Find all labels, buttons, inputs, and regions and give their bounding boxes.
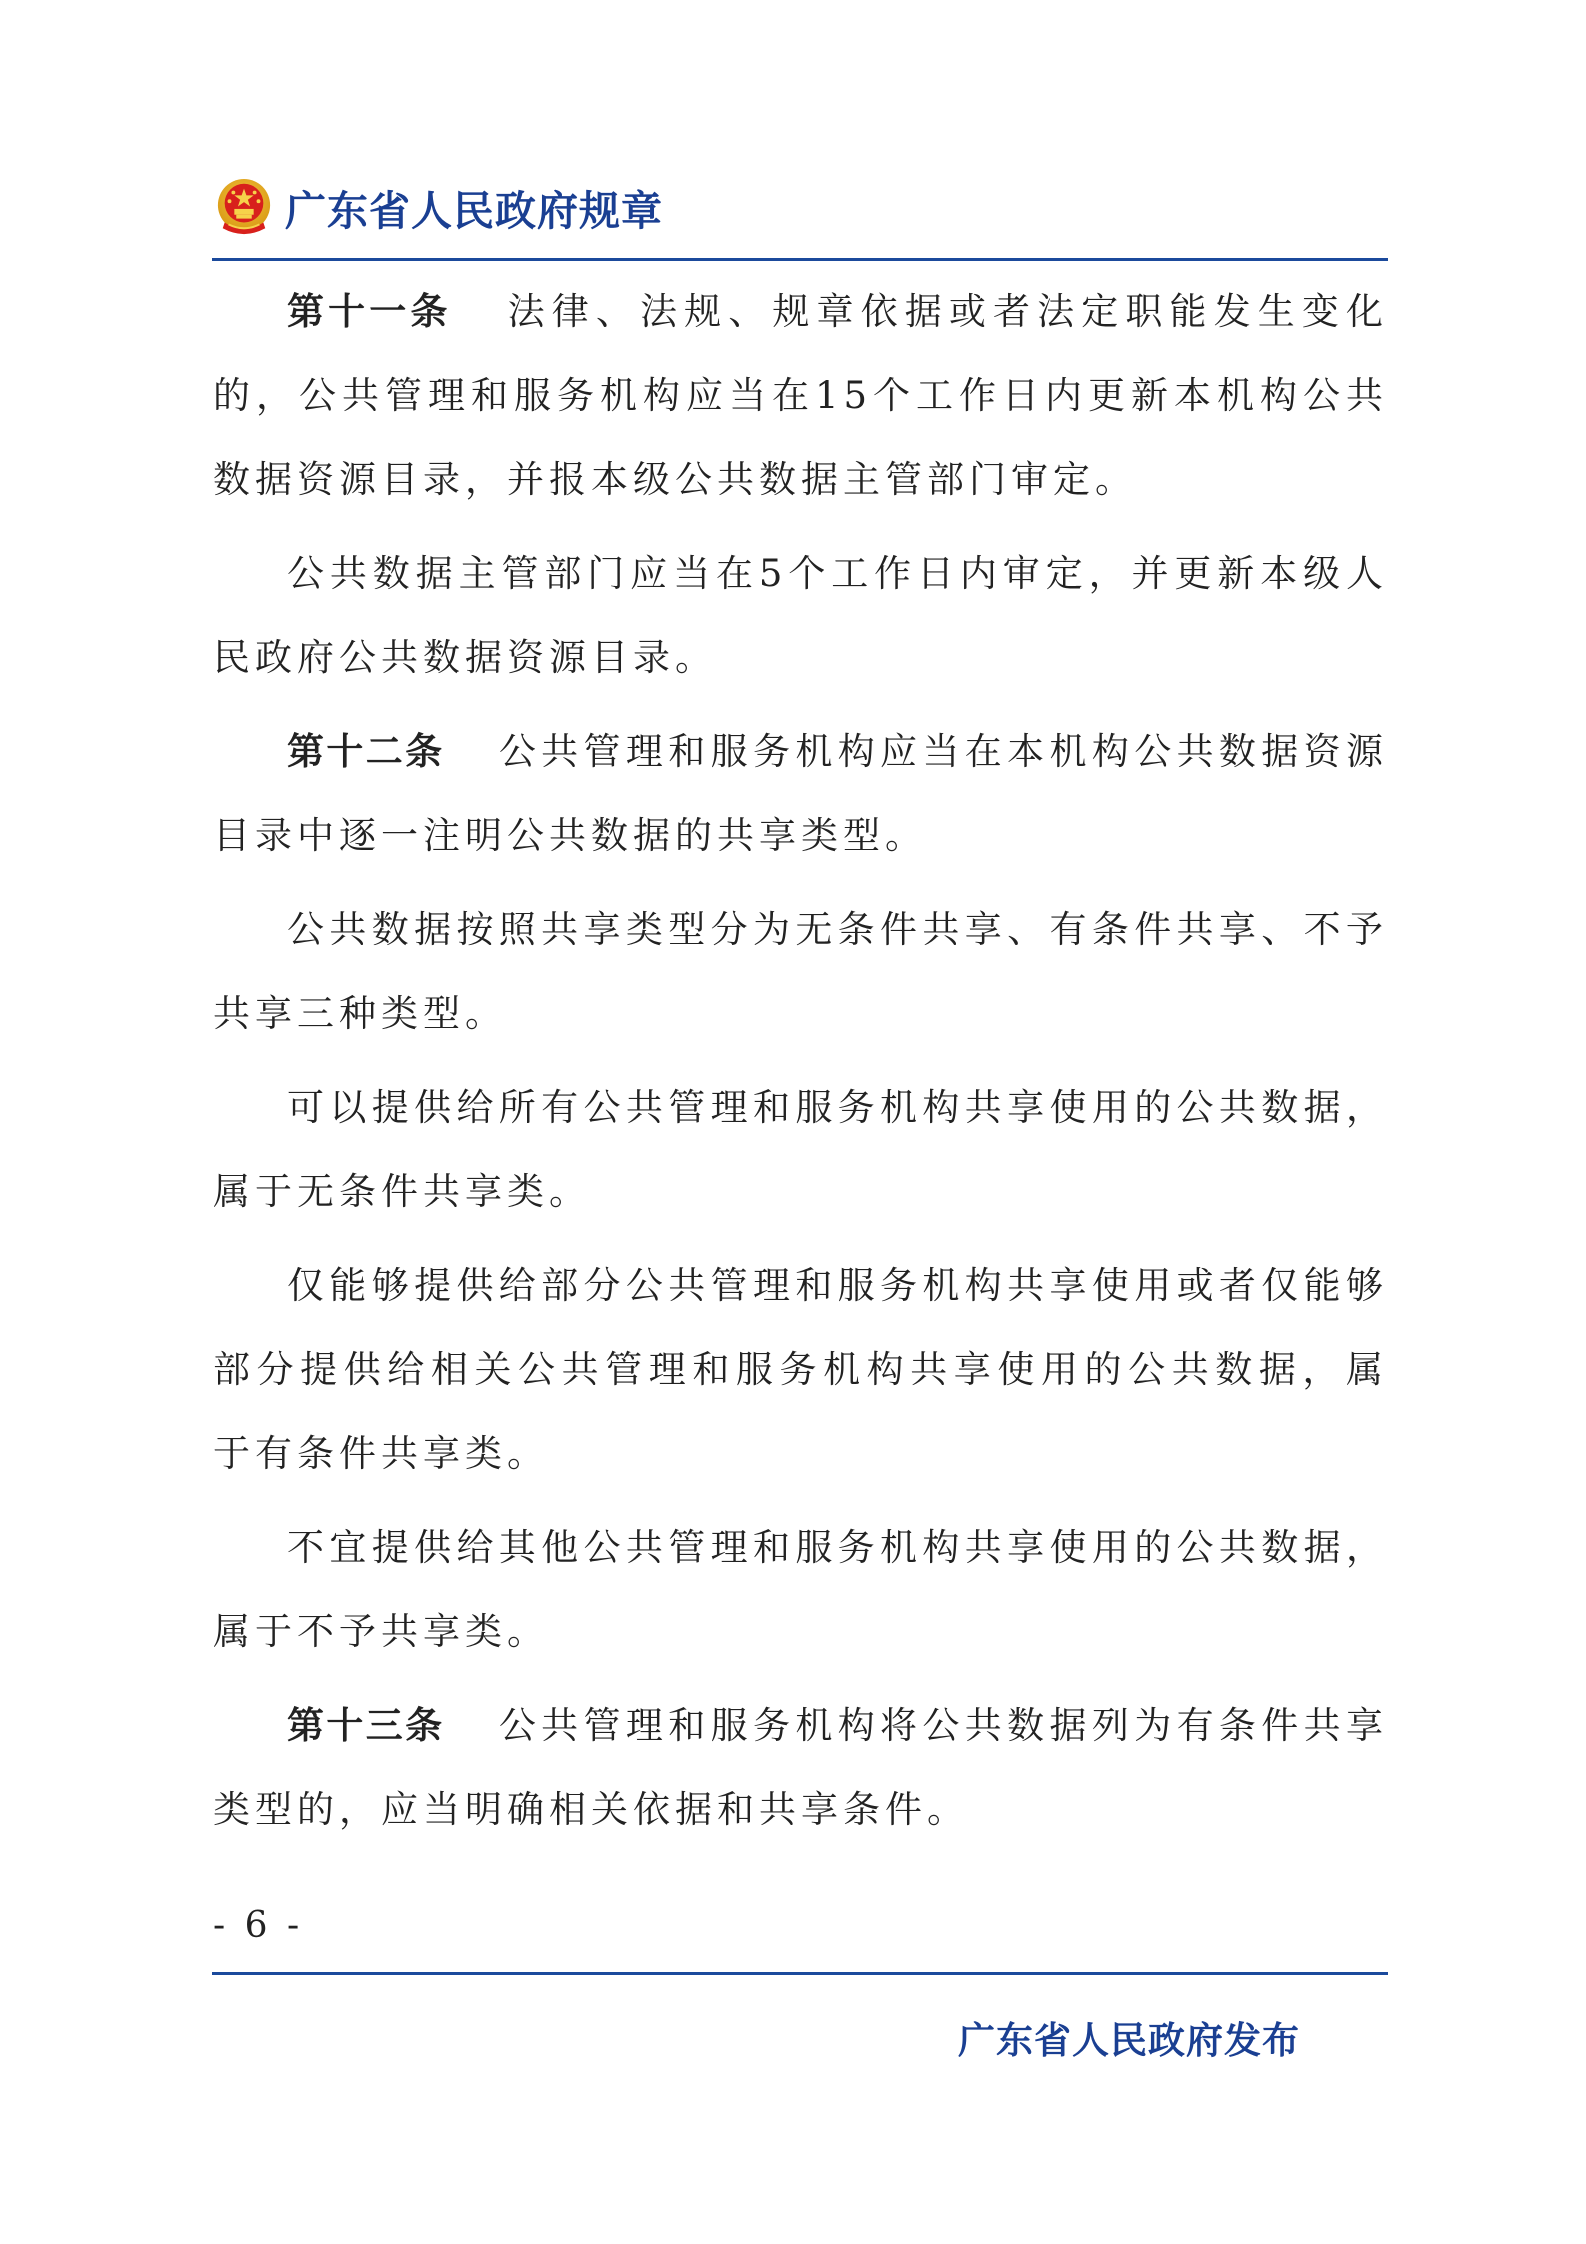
paragraph — [213, 1506, 1388, 1674]
paragraph-text: 公共管理和服务机构应当在本机构公共数据资源目录中逐一注明公共数据的共享类型。 — [213, 730, 1389, 857]
footer-divider — [212, 1972, 1388, 1975]
paragraph-text: 公共数据按照共享类型分为无条件共享、有条件共享、不予共享三种类型。 — [213, 908, 1388, 1035]
paragraph-text: 可以提供给所有公共管理和服务机构共享使用的公共数据，属于无条件共享类。 — [213, 1086, 1388, 1213]
paragraph — [213, 532, 1388, 700]
header-title: 广东省人民政府规章 — [285, 186, 663, 235]
paragraph-text: 公共数据主管部门应当在5个工作日内审定，并更新本级人民政府公共数据资源目录。 — [213, 552, 1388, 679]
article-heading: 第十一条 — [287, 290, 452, 333]
paragraph — [213, 888, 1388, 1056]
article-paragraph — [213, 270, 1388, 522]
paragraph — [213, 1244, 1388, 1496]
paragraph-text: 不宜提供给其他公共管理和服务机构共享使用的公共数据，属于不予共享类。 — [213, 1526, 1388, 1653]
page-number: - 6 - — [213, 1905, 304, 1946]
page-header — [215, 172, 663, 242]
document-body — [213, 270, 1388, 1862]
paragraph-text: 公共管理和服务机构将公共数据列为有条件共享类型的，应当明确相关依据和共享条件。 — [213, 1704, 1389, 1831]
paragraph — [213, 1066, 1388, 1234]
paragraph-text: 法律、法规、规章依据或者法定职能发生变化的，公共管理和服务机构应当在15个工作日内更新本机构公共数据资源目录，并报本级公共数据主管部门审定。 — [213, 290, 1388, 501]
article-heading: 第十三条 — [287, 1704, 445, 1747]
footer-publisher: 广东省人民政府发布 — [958, 2019, 1300, 2062]
header-divider — [212, 258, 1388, 261]
article-paragraph — [213, 710, 1388, 878]
article-paragraph — [213, 1684, 1388, 1852]
article-heading: 第十二条 — [287, 730, 445, 773]
paragraph-text: 仅能够提供给部分公共管理和服务机构共享使用或者仅能够部分提供给相关公共管理和服务机构共享使用的公共数据，属于有条件共享类。 — [213, 1264, 1388, 1475]
national-emblem-icon — [215, 176, 273, 238]
